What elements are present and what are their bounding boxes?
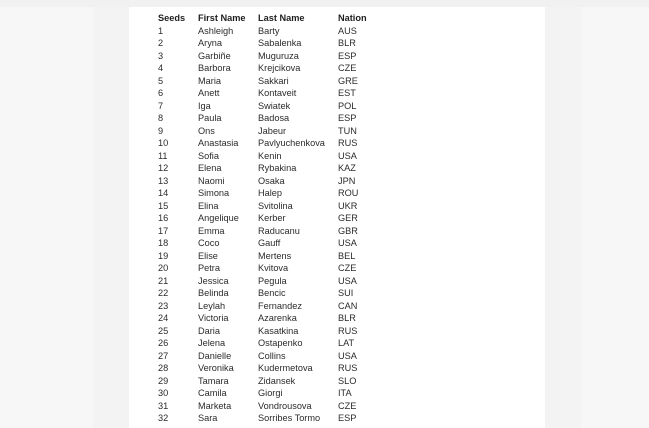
seed-cell: 5	[158, 75, 164, 86]
nation-cell: RUS	[338, 325, 358, 336]
first-name-cell: Petra	[198, 263, 220, 273]
first-name-cell: Elise	[198, 250, 218, 261]
last-name-cell: Sabalenka	[258, 38, 302, 48]
seed-cell: 12	[158, 163, 169, 173]
seed-cell: 1	[158, 25, 164, 36]
seed-cell: 9	[158, 125, 164, 136]
nation-cell: BEL	[338, 250, 356, 261]
nation-cell: ITA	[338, 388, 352, 398]
seed-cell: 17	[158, 225, 169, 236]
first-name-cell: Ashleigh	[198, 25, 234, 36]
nation-cell: JPN	[338, 175, 356, 186]
table-row	[158, 112, 378, 125]
nation-cell: ESP	[338, 413, 357, 423]
nation-cell: CZE	[338, 263, 357, 273]
last-name-cell: Osaka	[258, 175, 285, 186]
right-margin	[545, 7, 581, 428]
table-row	[158, 150, 378, 163]
table-row	[158, 100, 378, 113]
seed-cell: 23	[158, 300, 169, 311]
last-name-cell: Swiatek	[258, 100, 291, 111]
last-name-cell: Barty	[258, 25, 280, 36]
header-first-name: First Name	[198, 13, 246, 23]
nation-cell: ESP	[338, 113, 357, 123]
last-name-cell: Rybakina	[258, 163, 297, 173]
seed-cell: 6	[158, 88, 164, 98]
seed-cell: 19	[158, 250, 169, 261]
last-name-cell: Gauff	[258, 238, 281, 248]
table-row	[158, 350, 378, 363]
table-row	[158, 162, 378, 175]
seed-cell: 15	[158, 200, 169, 211]
last-name-cell: Bencic	[258, 288, 286, 298]
seed-cell: 24	[158, 313, 169, 323]
last-name-cell: Muguruza	[258, 50, 299, 61]
first-name-cell: Elina	[198, 200, 219, 211]
table-row	[158, 262, 378, 275]
last-name-cell: Pavlyuchenkova	[258, 138, 325, 148]
first-name-cell: Maria	[198, 75, 221, 86]
nation-cell: TUN	[338, 125, 357, 136]
seeds-table	[158, 12, 378, 425]
last-name-cell: Jabeur	[258, 125, 287, 136]
table-row	[158, 87, 378, 100]
last-name-cell: Kudermetova	[258, 363, 313, 373]
header-row	[158, 12, 378, 25]
last-name-cell: Zidansek	[258, 375, 296, 386]
seed-cell: 16	[158, 213, 169, 223]
first-name-cell: Danielle	[198, 350, 232, 361]
nation-cell: SLO	[338, 375, 357, 386]
nation-cell: EST	[338, 88, 356, 98]
first-name-cell: Leylah	[198, 300, 226, 311]
nation-cell: BLR	[338, 38, 356, 48]
table-row	[158, 75, 378, 88]
first-name-cell: Jelena	[198, 338, 226, 348]
table-row	[158, 300, 378, 313]
seed-cell: 20	[158, 263, 169, 273]
table-row	[158, 237, 378, 250]
seed-cell: 32	[158, 413, 169, 423]
header-nation: Nation	[338, 13, 367, 23]
first-name-cell: Sara	[198, 413, 218, 423]
nation-cell: CZE	[338, 400, 357, 411]
first-name-cell: Sofia	[198, 150, 219, 161]
first-name-cell: Anett	[198, 88, 220, 98]
last-name-cell: Vondrousova	[258, 400, 312, 411]
last-name-cell: Pegula	[258, 275, 287, 286]
nation-cell: KAZ	[338, 163, 356, 173]
seed-cell: 13	[158, 175, 169, 186]
seed-cell: 3	[158, 50, 164, 61]
seed-cell: 2	[158, 38, 164, 48]
seed-cell: 25	[158, 325, 169, 336]
first-name-cell: Tamara	[198, 375, 229, 386]
nation-cell: SUI	[338, 288, 354, 298]
last-name-cell: Sakkari	[258, 75, 289, 86]
first-name-cell: Emma	[198, 225, 225, 236]
nation-cell: GBR	[338, 225, 358, 236]
last-name-cell: Giorgi	[258, 388, 283, 398]
content-panel	[129, 7, 545, 428]
nation-cell: RUS	[338, 363, 358, 373]
last-name-cell: Kontaveit	[258, 88, 297, 98]
first-name-cell: Jessica	[198, 275, 229, 286]
first-name-cell: Belinda	[198, 288, 229, 298]
nation-cell: RUS	[338, 138, 358, 148]
table-row	[158, 287, 378, 300]
seed-cell: 31	[158, 400, 169, 411]
table-row	[158, 337, 378, 350]
last-name-cell: Kenin	[258, 150, 282, 161]
table-row	[158, 175, 378, 188]
top-bar	[0, 0, 649, 7]
table-row	[158, 250, 378, 263]
table-row	[158, 412, 378, 425]
table-row	[158, 25, 378, 38]
first-name-cell: Angelique	[198, 213, 239, 223]
first-name-cell: Simona	[198, 188, 230, 198]
nation-cell: USA	[338, 350, 357, 361]
table-row	[158, 362, 378, 375]
table-row	[158, 387, 378, 400]
seed-cell: 8	[158, 113, 164, 123]
nation-cell: CZE	[338, 63, 357, 73]
table-row	[158, 225, 378, 238]
first-name-cell: Paula	[198, 113, 222, 123]
first-name-cell: Veronika	[198, 363, 234, 373]
first-name-cell: Ons	[198, 125, 215, 136]
last-name-cell: Fernandez	[258, 300, 302, 311]
seed-cell: 14	[158, 188, 169, 198]
last-name-cell: Badosa	[258, 113, 290, 123]
last-name-cell: Kerber	[258, 213, 286, 223]
table-row	[158, 375, 378, 388]
first-name-cell: Anastasia	[198, 138, 239, 148]
table-row	[158, 187, 378, 200]
nation-cell: UKR	[338, 200, 358, 211]
table-row	[158, 212, 378, 225]
seed-cell: 21	[158, 275, 169, 286]
seed-cell: 28	[158, 363, 169, 373]
table-row	[158, 137, 378, 150]
seed-cell: 4	[158, 63, 164, 73]
nation-cell: POL	[338, 100, 357, 111]
nation-cell: USA	[338, 275, 357, 286]
table-row	[158, 37, 378, 50]
first-name-cell: Naomi	[198, 175, 225, 186]
table-row	[158, 50, 378, 63]
first-name-cell: Camila	[198, 388, 227, 398]
first-name-cell: Garbiñe	[198, 50, 231, 61]
nation-cell: USA	[338, 238, 357, 248]
header-last-name: Last Name	[258, 13, 305, 23]
first-name-cell: Barbora	[198, 63, 231, 73]
table-row	[158, 325, 378, 338]
seed-cell: 11	[158, 150, 168, 161]
first-name-cell: Elena	[198, 163, 222, 173]
last-name-cell: Collins	[258, 350, 286, 361]
table-row	[158, 125, 378, 138]
seed-cell: 29	[158, 375, 169, 386]
last-name-cell: Halep	[258, 188, 283, 198]
last-name-cell: Krejcikova	[258, 63, 301, 73]
first-name-cell: Victoria	[198, 313, 229, 323]
seed-cell: 30	[158, 388, 169, 398]
table-row	[158, 275, 378, 288]
nation-cell: BLR	[338, 313, 356, 323]
table-row	[158, 62, 378, 75]
nation-cell: GRE	[338, 75, 358, 86]
first-name-cell: Marketa	[198, 400, 232, 411]
seed-cell: 10	[158, 138, 169, 148]
table-row	[158, 400, 378, 413]
nation-cell: GER	[338, 213, 358, 223]
last-name-cell: Raducanu	[258, 225, 300, 236]
first-name-cell: Aryna	[198, 38, 223, 48]
table-header	[158, 12, 378, 25]
last-name-cell: Kasatkina	[258, 325, 299, 336]
nation-cell: LAT	[338, 338, 355, 348]
left-margin	[93, 7, 129, 428]
seed-cell: 18	[158, 238, 169, 248]
table-row	[158, 312, 378, 325]
seed-cell: 22	[158, 288, 169, 298]
table-body	[158, 25, 378, 425]
nation-cell: ROU	[338, 188, 359, 198]
nation-cell: AUS	[338, 25, 357, 36]
first-name-cell: Coco	[198, 238, 220, 248]
seed-cell: 27	[158, 350, 169, 361]
last-name-cell: Mertens	[258, 250, 292, 261]
first-name-cell: Iga	[198, 100, 211, 111]
table-row	[158, 200, 378, 213]
nation-cell: USA	[338, 150, 357, 161]
last-name-cell: Ostapenko	[258, 338, 303, 348]
seed-cell: 26	[158, 338, 169, 348]
header-seeds: Seeds	[158, 13, 186, 23]
last-name-cell: Azarenka	[258, 313, 297, 323]
last-name-cell: Sorribes Tormo	[258, 413, 321, 423]
nation-cell: ESP	[338, 50, 357, 61]
nation-cell: CAN	[338, 300, 358, 311]
first-name-cell: Daria	[198, 325, 220, 336]
seed-cell: 7	[158, 100, 164, 111]
last-name-cell: Kvitova	[258, 263, 289, 273]
last-name-cell: Svitolina	[258, 200, 293, 211]
